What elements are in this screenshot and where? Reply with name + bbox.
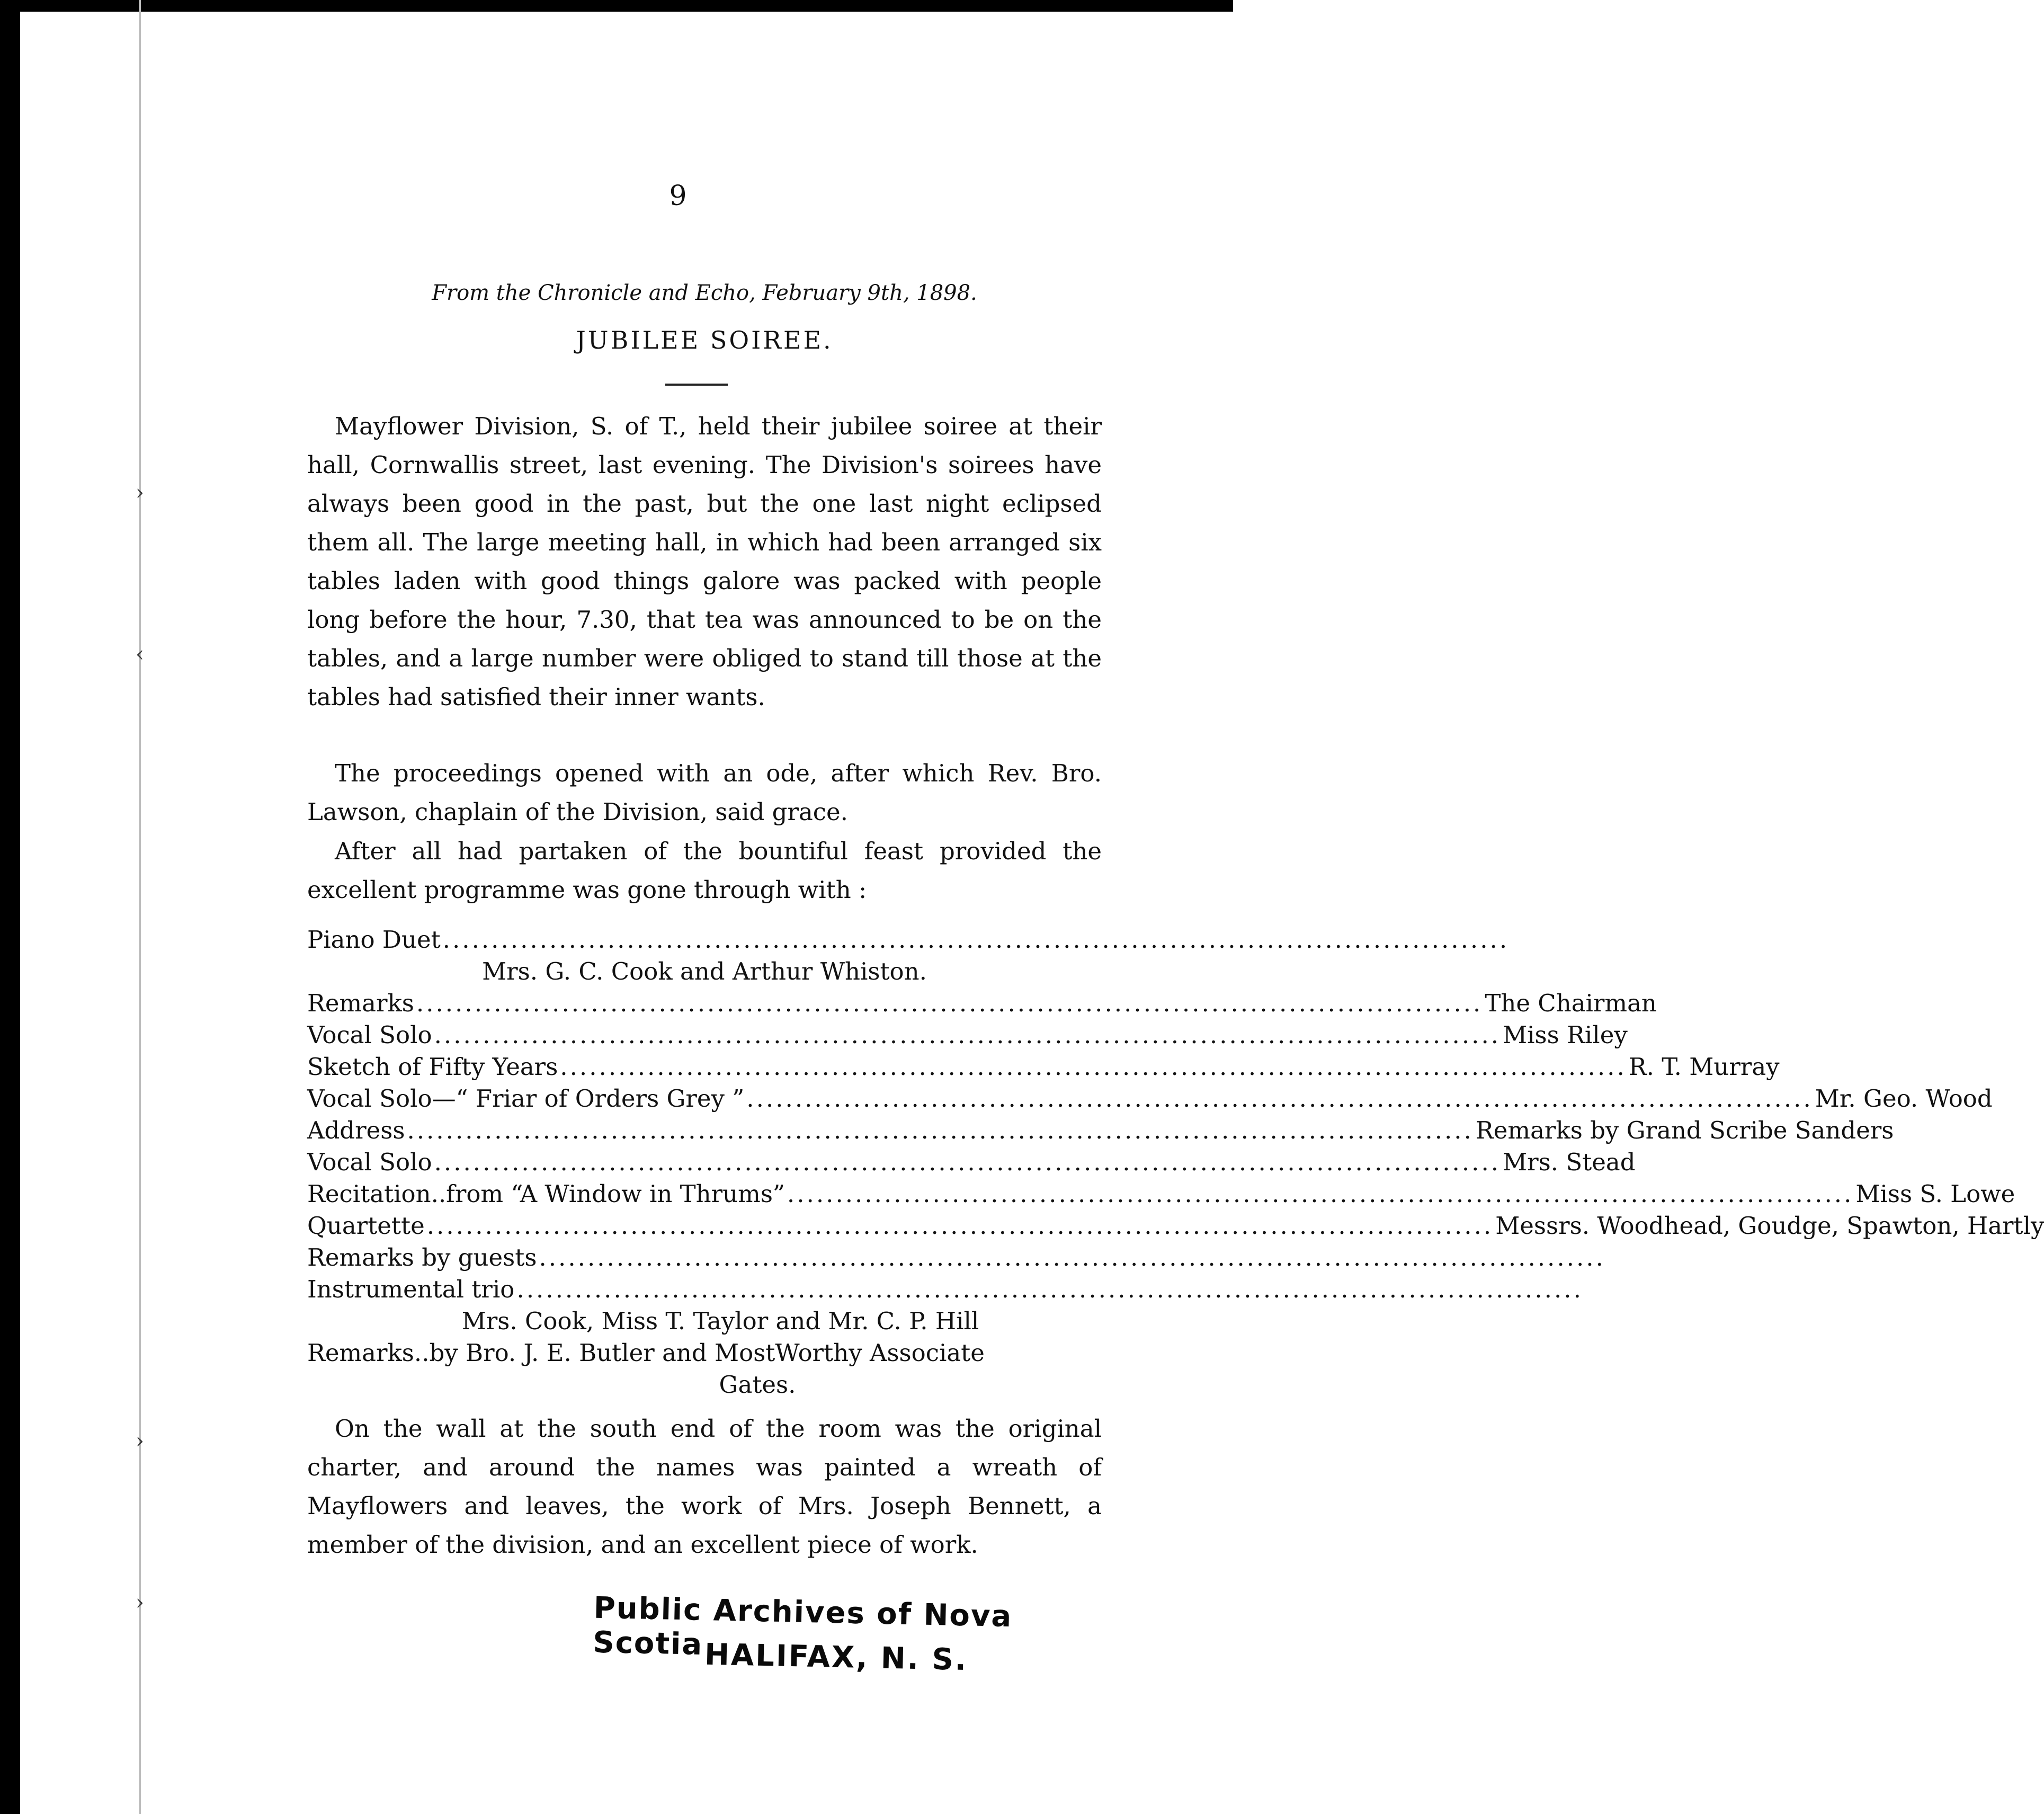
programme-list (307, 924, 2044, 1401)
programme-item-address: Address .............................................................................................................. Remarks by Grand Scribe Sanders (307, 1116, 1894, 1144)
programme-item-remarks-guests: Remarks by guests .............................................................................................................. (307, 1243, 1605, 1271)
paragraph-proceedings: The proceedings opened with an ode, after which Rev. Bro. Lawson, chaplain of the Division, said grace. (307, 759, 1102, 826)
title-rule (665, 384, 728, 386)
binding-mark: › (136, 1590, 144, 1615)
programme-item-remarks-final: Remarks..by Bro. J. E. Butler and MostWorthy Associate (307, 1339, 985, 1367)
remarks-final-continuation: Gates. (719, 1371, 796, 1399)
instrumental-trio-performers: Mrs. Cook, Miss T. Taylor and Mr. C. P. Hill (461, 1307, 979, 1335)
programme-item-recitation: Recitation..from “A Window in Thrums” .............................................................................................................. Miss S. Lowe (307, 1180, 2015, 1208)
piano-duet-performers: Mrs. G. C. Cook and Arthur Whiston. (482, 957, 927, 985)
page-fold-line (139, 0, 141, 1814)
programme-item-vocal-solo: Vocal Solo .............................................................................................................. Miss Riley (307, 1021, 1628, 1049)
programme-item-remarks: Remarks .............................................................................................................. The Chairman (307, 989, 1657, 1017)
paragraph-intro: Mayflower Division, S. of T., held their jubilee soiree at their hall, Cornwallis street, last evening. The Division's soirees have always been good in the past, but the one last night eclipsed them all. The large meeting hall, in which had been arranged six tables laden with good things galore was packed with people long before the hour, 7.30, that tea was announced to be on the tables, and a large number were obliged to stand till those at the tables had satisfied their inner wants. (307, 412, 1102, 711)
programme-item-piano-duet: Piano Duet .............................................................................................................. (307, 926, 1510, 954)
programme-item-vocal-solo-stead: Vocal Solo .............................................................................................................. Mrs. Stead (307, 1148, 1636, 1176)
programme-item-instrumental-trio: Instrumental trio .............................................................................................................. (307, 1275, 1583, 1303)
archive-stamp-line1: Public Archives of Nova Scotia (592, 1590, 1013, 1662)
archive-stamp-line2: HALIFAX, N. S. (704, 1637, 968, 1677)
binding-mark: › (136, 1429, 144, 1453)
programme-item-sketch: Sketch of Fifty Years .............................................................................................................. R. T. Murray (307, 1053, 1780, 1081)
paragraph-closing: On the wall at the south end of the room was the original charter, and around the names was painted a wreath of Mayflowers and leaves, the work of Mrs. Joseph Bennett, a member of the division, and an excellent piece of work. (307, 1415, 1102, 1559)
paragraph-programme-intro: After all had partaken of the bountiful feast provided the excellent programme was gone through with : (307, 837, 1102, 904)
page-number: 9 (669, 180, 687, 212)
programme-item-vocal-solo-friar: Vocal Solo—“ Friar of Orders Grey ” .............................................................................................................. Mr. Geo. Wood (307, 1084, 1993, 1113)
scan-border-top (0, 0, 1233, 12)
programme-item-quartette: Quartette .............................................................................................................. Messrs. Woodhead, Goudge, Spawton, Hartly (307, 1212, 2044, 1240)
source-citation: From the Chronicle and Echo, February 9th, 1898. (432, 281, 977, 305)
binding-mark: › (136, 481, 144, 505)
scan-border-left (0, 0, 20, 1814)
article-title: JUBILEE SOIREE. (576, 326, 833, 354)
binding-mark: ‹ (136, 642, 144, 666)
